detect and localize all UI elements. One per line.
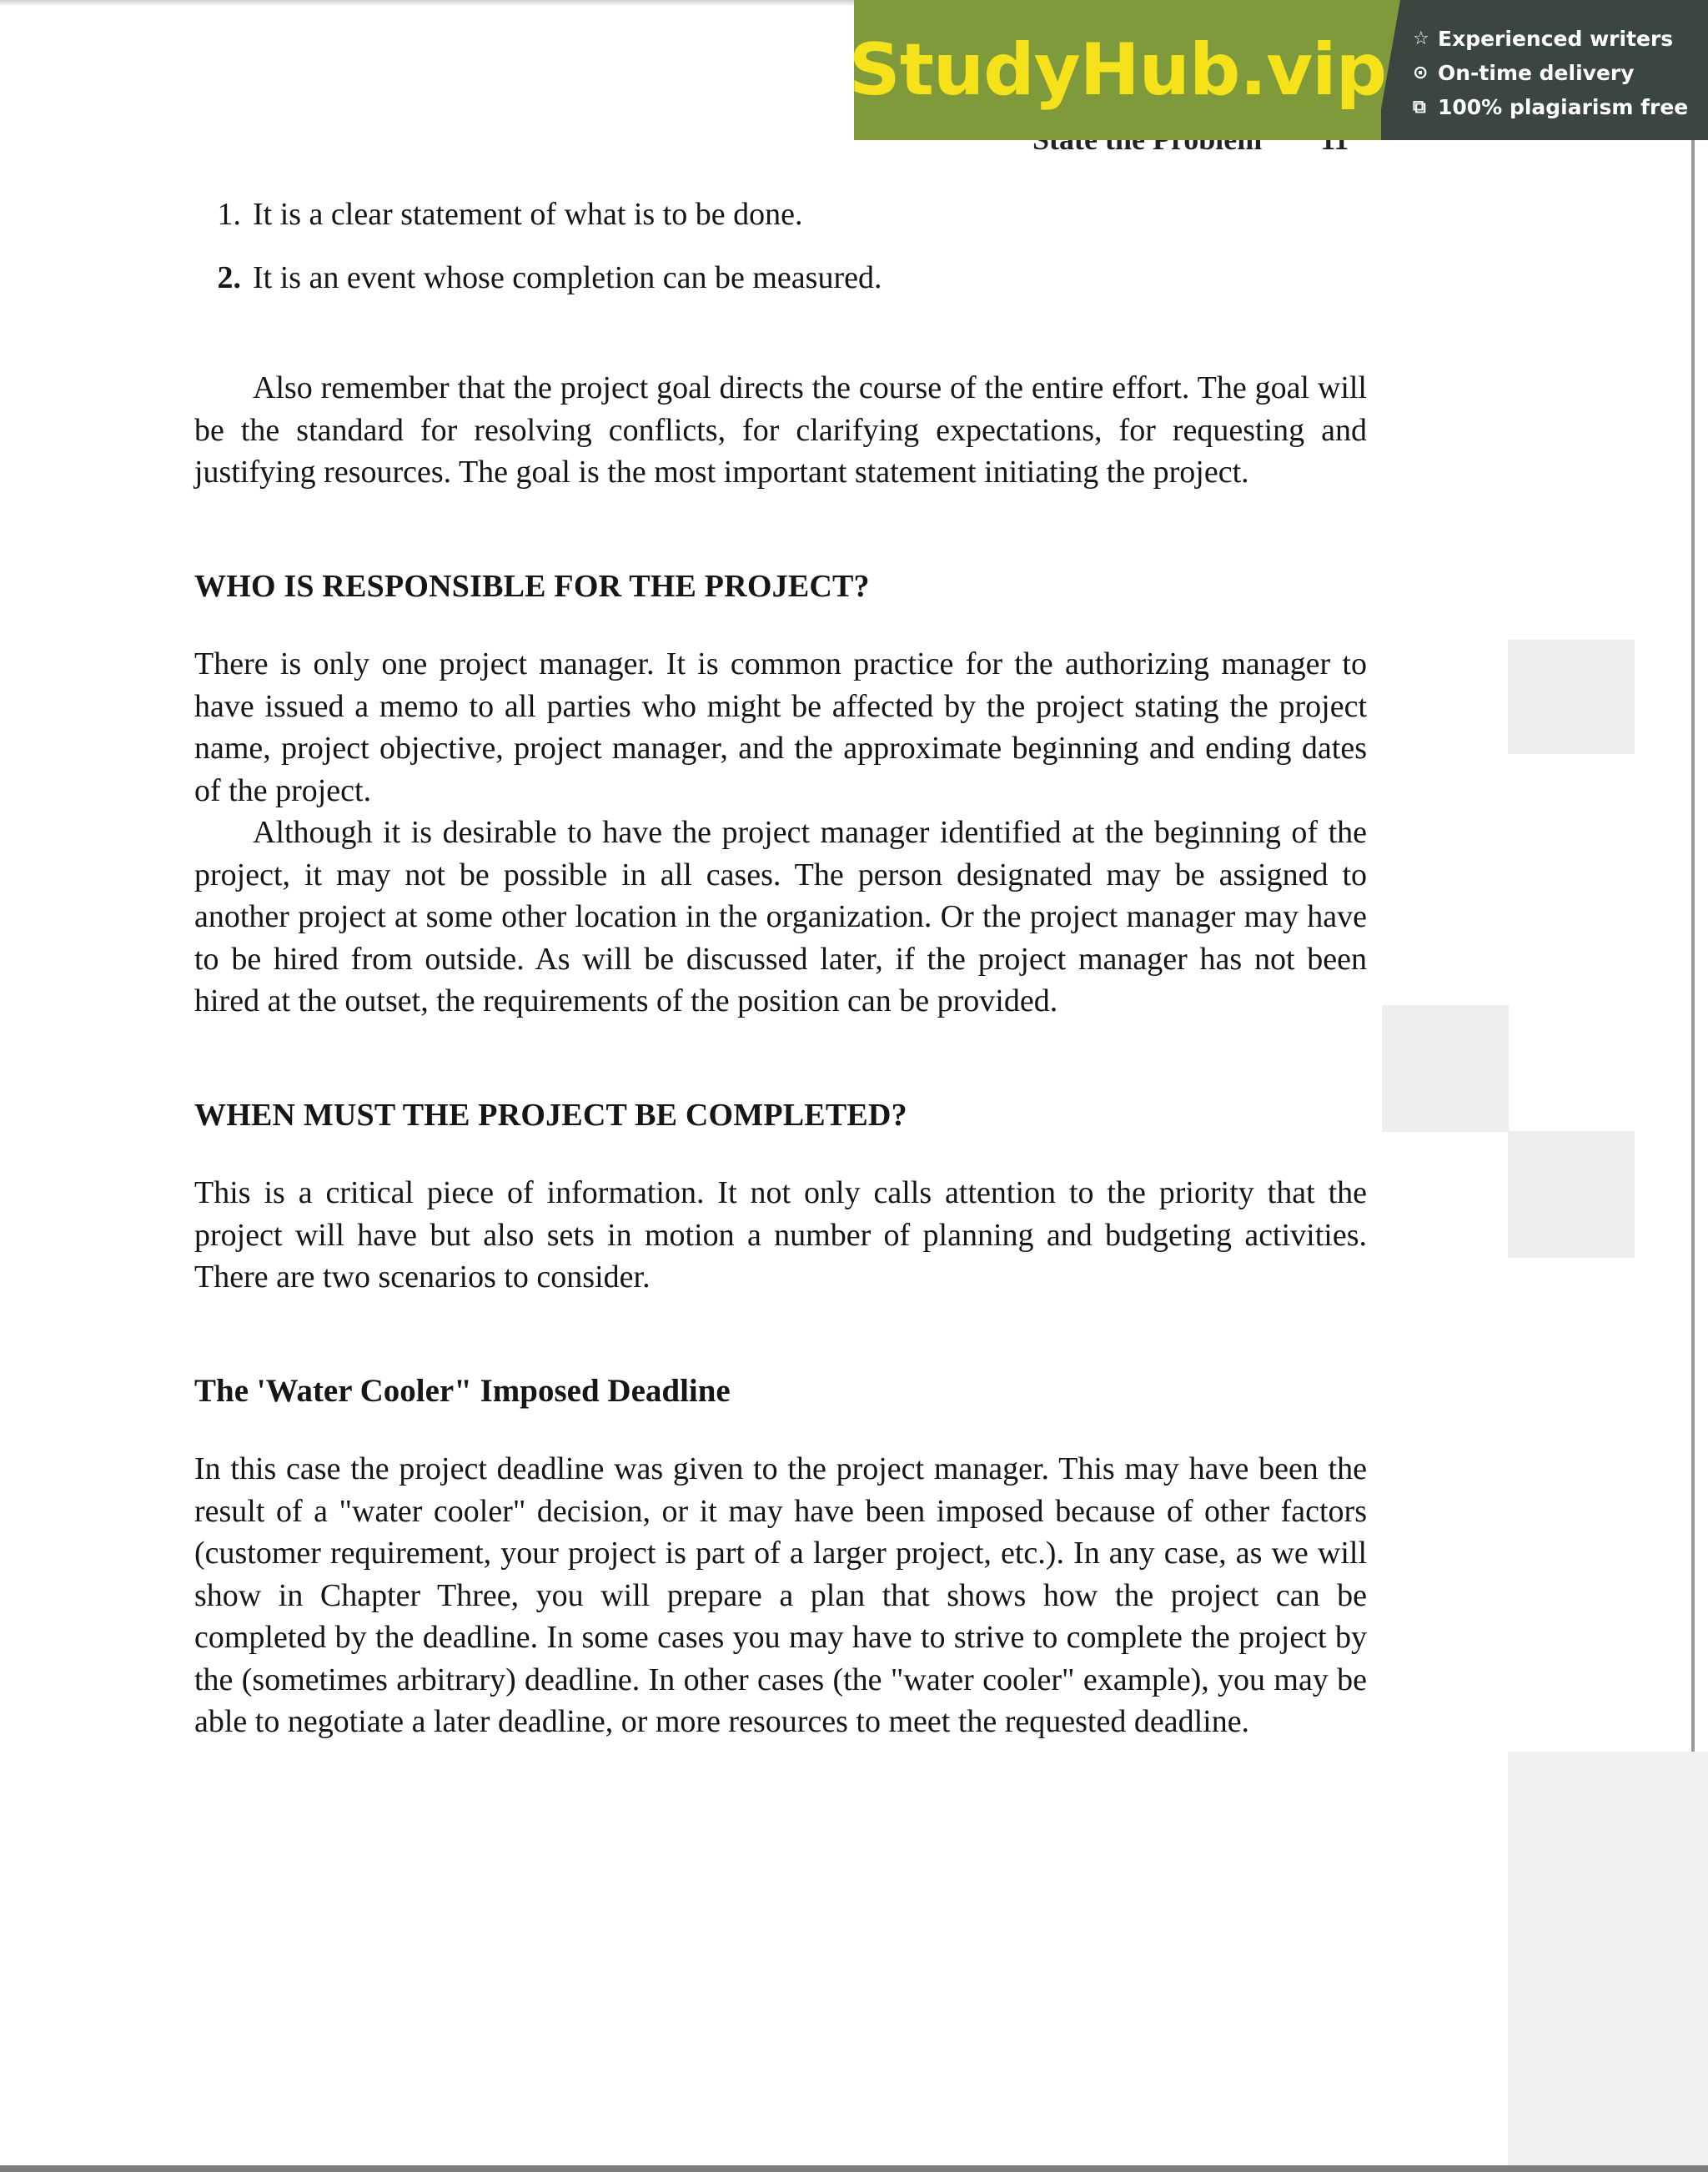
paragraph-water-cooler: In this case the project deadline was given to the project manager. This may have been the result of a "water cooler" decision, or it may have been imposed because of other factors (customer requirement, your project is part of a larger project, etc.). In any case, as we will show in Chapter Three, you will prepare a plan that shows how the project can be completed by the deadline. In some cases you may have to strive to complete the project by the (sometimes arbitrary) deadline. In other cases (the "water cooler" example), you may be able to negotiate a later deadline, or more resources to meet the requested deadline.: [194, 1451, 1367, 1739]
feature-experienced-writers: [1413, 22, 1708, 56]
scan-noise-patch: [1382, 1005, 1509, 1132]
list-text: It is an event whose completion can be measured.: [253, 259, 882, 295]
feature-plagiarism-free: [1413, 90, 1708, 124]
paragraph-responsible-1: There is only one project manager. It is common practice for the authorizing manager to have issued a memo to all parties who might be affected by the project stating the project name, project objective, project manager, and the approximate beginning and ending dates of the project.: [194, 646, 1367, 808]
copy-icon: ⧉: [1413, 97, 1426, 118]
feature-label: On-time delivery: [1438, 61, 1635, 85]
banner-logo-area[interactable]: [848, 0, 1387, 140]
scan-top-edge: [0, 0, 854, 5]
page-content: [194, 194, 1367, 1743]
feature-label: 100% plagiarism free: [1438, 95, 1689, 119]
scan-noise-patch: [1508, 640, 1635, 754]
list-number: 2.: [217, 259, 241, 295]
paragraph-completed: This is a critical piece of information. It not only calls attention to the priority that the project will have but also sets in motion a number of planning and budgeting activities. There are two scenarios to consider.: [194, 1175, 1367, 1295]
list-item: [194, 194, 1367, 236]
feature-label: Experienced writers: [1438, 27, 1674, 51]
scan-right-edge: [1691, 133, 1695, 1752]
scan-noise-patch: [1508, 1752, 1708, 2165]
banner-features: [1404, 0, 1708, 140]
list-text: It is a clear statement of what is to be done.: [253, 197, 803, 232]
list-item: [194, 257, 1367, 299]
heading-responsible: WHO IS RESPONSIBLE FOR THE PROJECT?: [194, 568, 870, 604]
heading-water-cooler: The 'Water Cooler" Imposed Deadline: [194, 1372, 731, 1409]
paragraph-responsible-2: Although it is desirable to have the project manager identified at the beginning of the project, it may not be possible in all cases. The person designated may be assigned to another project at some other location in the organization. Or the project manager may have to be hired from outside. As will be discussed later, if the project manager has not been hired at the outset, the requirements of the position can be provided.: [194, 815, 1367, 1018]
goal-criteria-list: [194, 194, 1367, 299]
clock-icon: ⊙: [1413, 63, 1429, 83]
feature-on-time-delivery: [1413, 56, 1708, 90]
banner-logo[interactable]: StudyHub.vip: [848, 28, 1387, 112]
star-icon: ☆: [1413, 28, 1429, 49]
promo-banner[interactable]: [848, 0, 1708, 140]
scan-bottom-edge: [0, 2165, 1708, 2172]
list-number: 1.: [217, 197, 241, 232]
scan-noise-patch: [1508, 1131, 1635, 1258]
heading-completed: WHEN MUST THE PROJECT BE COMPLETED?: [194, 1097, 907, 1133]
paragraph-goal: Also remember that the project goal directs the course of the entire effort. The goal will be the standard for resolving conflicts, for clarifying expectations, for requesting and justifying resources. The goal is the most important statement initiating the project.: [194, 370, 1367, 490]
